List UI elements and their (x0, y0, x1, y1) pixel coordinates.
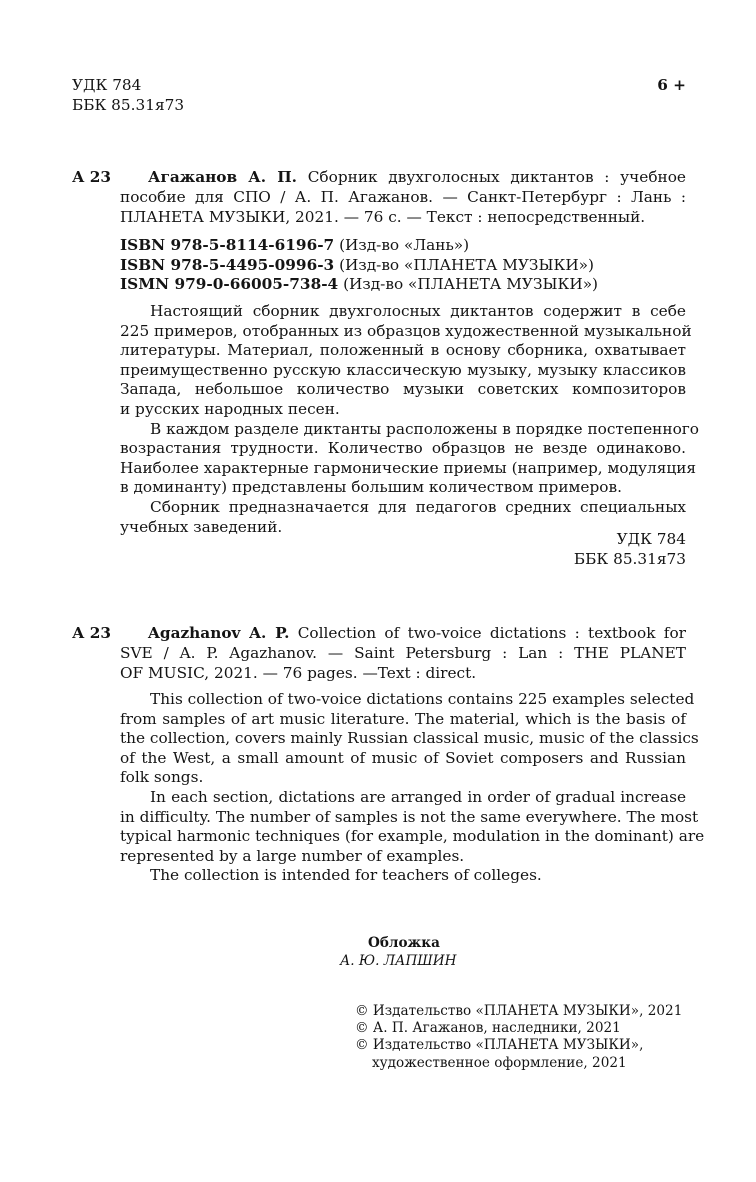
en-title: Collection of two-voice dictations : textbook for (297, 624, 686, 642)
ru-abstract-line: возрастания трудности. Количество образцов не везде одинаково. (120, 439, 686, 458)
isbn-line (120, 236, 598, 256)
en-citation-line-3: OF MUSIC, 2021. — 76 pages. —Text : direct. (120, 663, 477, 682)
ismn-publisher: (Изд-во «ПЛАНЕТА МУЗЫКИ») (343, 275, 599, 294)
ru-citation-line-3: ПЛАНЕТА МУЗЫКИ, 2021. — 76 с. — Текст : непосредственный. (120, 207, 646, 226)
en-abstract (120, 690, 705, 886)
ru-abstract-line: Запада, небольшое количество музыки советских композиторов (120, 380, 686, 399)
cover-artist: А. Ю. ЛАПШИН (340, 953, 457, 969)
ru-abstract-line: и русских народных песен. (120, 399, 340, 418)
copyright-line: художественное оформление, 2021 (372, 1054, 627, 1071)
copyright-line: © Издательство «ПЛАНЕТА МУЗЫКИ», 2021 (355, 1003, 683, 1019)
isbn-line (120, 256, 598, 276)
en-abstract-line: of the West, a small amount of music of Soviet composers and Russian (120, 748, 686, 767)
ru-abstract-line: 225 примеров, отобранных из образцов художественной музыкальной (120, 321, 692, 340)
en-abstract-line: the collection, covers mainly Russian classical music, music of the classics (120, 729, 699, 748)
ismn-line (120, 275, 598, 295)
udk-header: УДК 784 (72, 76, 142, 94)
ru-author: Агажанов А. П. (148, 168, 298, 186)
copyright-line: © Издательство «ПЛАНЕТА МУЗЫКИ», (355, 1037, 644, 1054)
en-entry-citation-cont (120, 644, 686, 683)
udk-footer: УДК 784 (616, 530, 686, 548)
isbn-publisher: (Изд-во «ПЛАНЕТА МУЗЫКИ») (339, 255, 595, 274)
ru-abstract-line: преимущественно русскую классическую музыку, музыку классиков (120, 360, 686, 379)
en-abstract-line: folk songs. (120, 768, 204, 787)
en-entry-citation (148, 624, 686, 644)
ru-abstract-line: Сборник предназначается для педагогов средних специальных (150, 497, 686, 516)
bbk-footer: ББК 85.31я73 (573, 550, 686, 568)
ru-abstract-line: учебных заведений. (120, 517, 283, 536)
en-abstract-line: This collection of two-voice dictations contains 225 examples selected (150, 690, 695, 708)
ru-abstract-line: Настоящий сборник двухголосных диктантов содержит в себе (150, 302, 686, 320)
copyright-block (355, 1003, 682, 1072)
en-abstract-line: In each section, dictations are arranged in order of gradual increase (150, 787, 686, 806)
isbn-list (120, 236, 598, 295)
cover-label: Обложка (368, 935, 440, 951)
en-abstract-line: in difficulty. The number of samples is not the same everywhere. The most (120, 807, 699, 826)
ismn-number: ISMN 979-0-66005-738-4 (120, 275, 339, 294)
en-abstract-line: typical harmonic techniques (for example, modulation in the dominant) are (120, 827, 705, 846)
en-abstract-line: The collection is intended for teachers of colleges. (150, 866, 542, 885)
en-entry-code: А 23 (72, 624, 112, 642)
en-abstract-line: represented by a large number of examples. (120, 846, 465, 865)
bbk-header: ББК 85.31я73 (72, 96, 185, 114)
ru-citation-line-2: пособие для СПО / А. П. Агажанов. — Санкт-Петербург : Лань : (120, 188, 686, 206)
isbn-number: ISBN 978-5-4495-0996-3 (120, 255, 335, 274)
ru-entry-citation (148, 168, 686, 188)
isbn-number: ISBN 978-5-8114-6196-7 (120, 236, 335, 254)
ru-entry-citation-cont (120, 188, 686, 227)
en-citation-line-2: SVE / A. P. Agazhanov. — Saint Petersburg : Lan : THE PLANET (120, 644, 686, 662)
age-rating: 6 + (657, 76, 686, 94)
ru-entry-code: А 23 (72, 168, 112, 186)
en-author: Agazhanov A. P. (148, 624, 290, 642)
ru-abstract-line: в доминанту) представлены большим количеством примеров. (120, 478, 622, 497)
ru-abstract-line: литературы. Материал, положенный в основу сборника, охватывает (120, 341, 686, 360)
ru-citation-line-1 (148, 168, 686, 188)
ru-title: Сборник двухголосных диктантов : учебное (307, 168, 686, 186)
en-citation-line-1 (148, 624, 686, 644)
ru-abstract (120, 302, 699, 537)
copyright-line: © А. П. Агажанов, наследники, 2021 (355, 1020, 621, 1037)
ru-abstract-line: В каждом разделе диктанты расположены в порядке постепенного (150, 419, 699, 438)
isbn-publisher: (Изд-во «Лань») (339, 236, 470, 254)
en-abstract-line: from samples of art music literature. The material, which is the basis of (120, 709, 686, 728)
ru-abstract-line: Наиболее характерные гармонические приемы (например, модуляция (120, 458, 697, 477)
